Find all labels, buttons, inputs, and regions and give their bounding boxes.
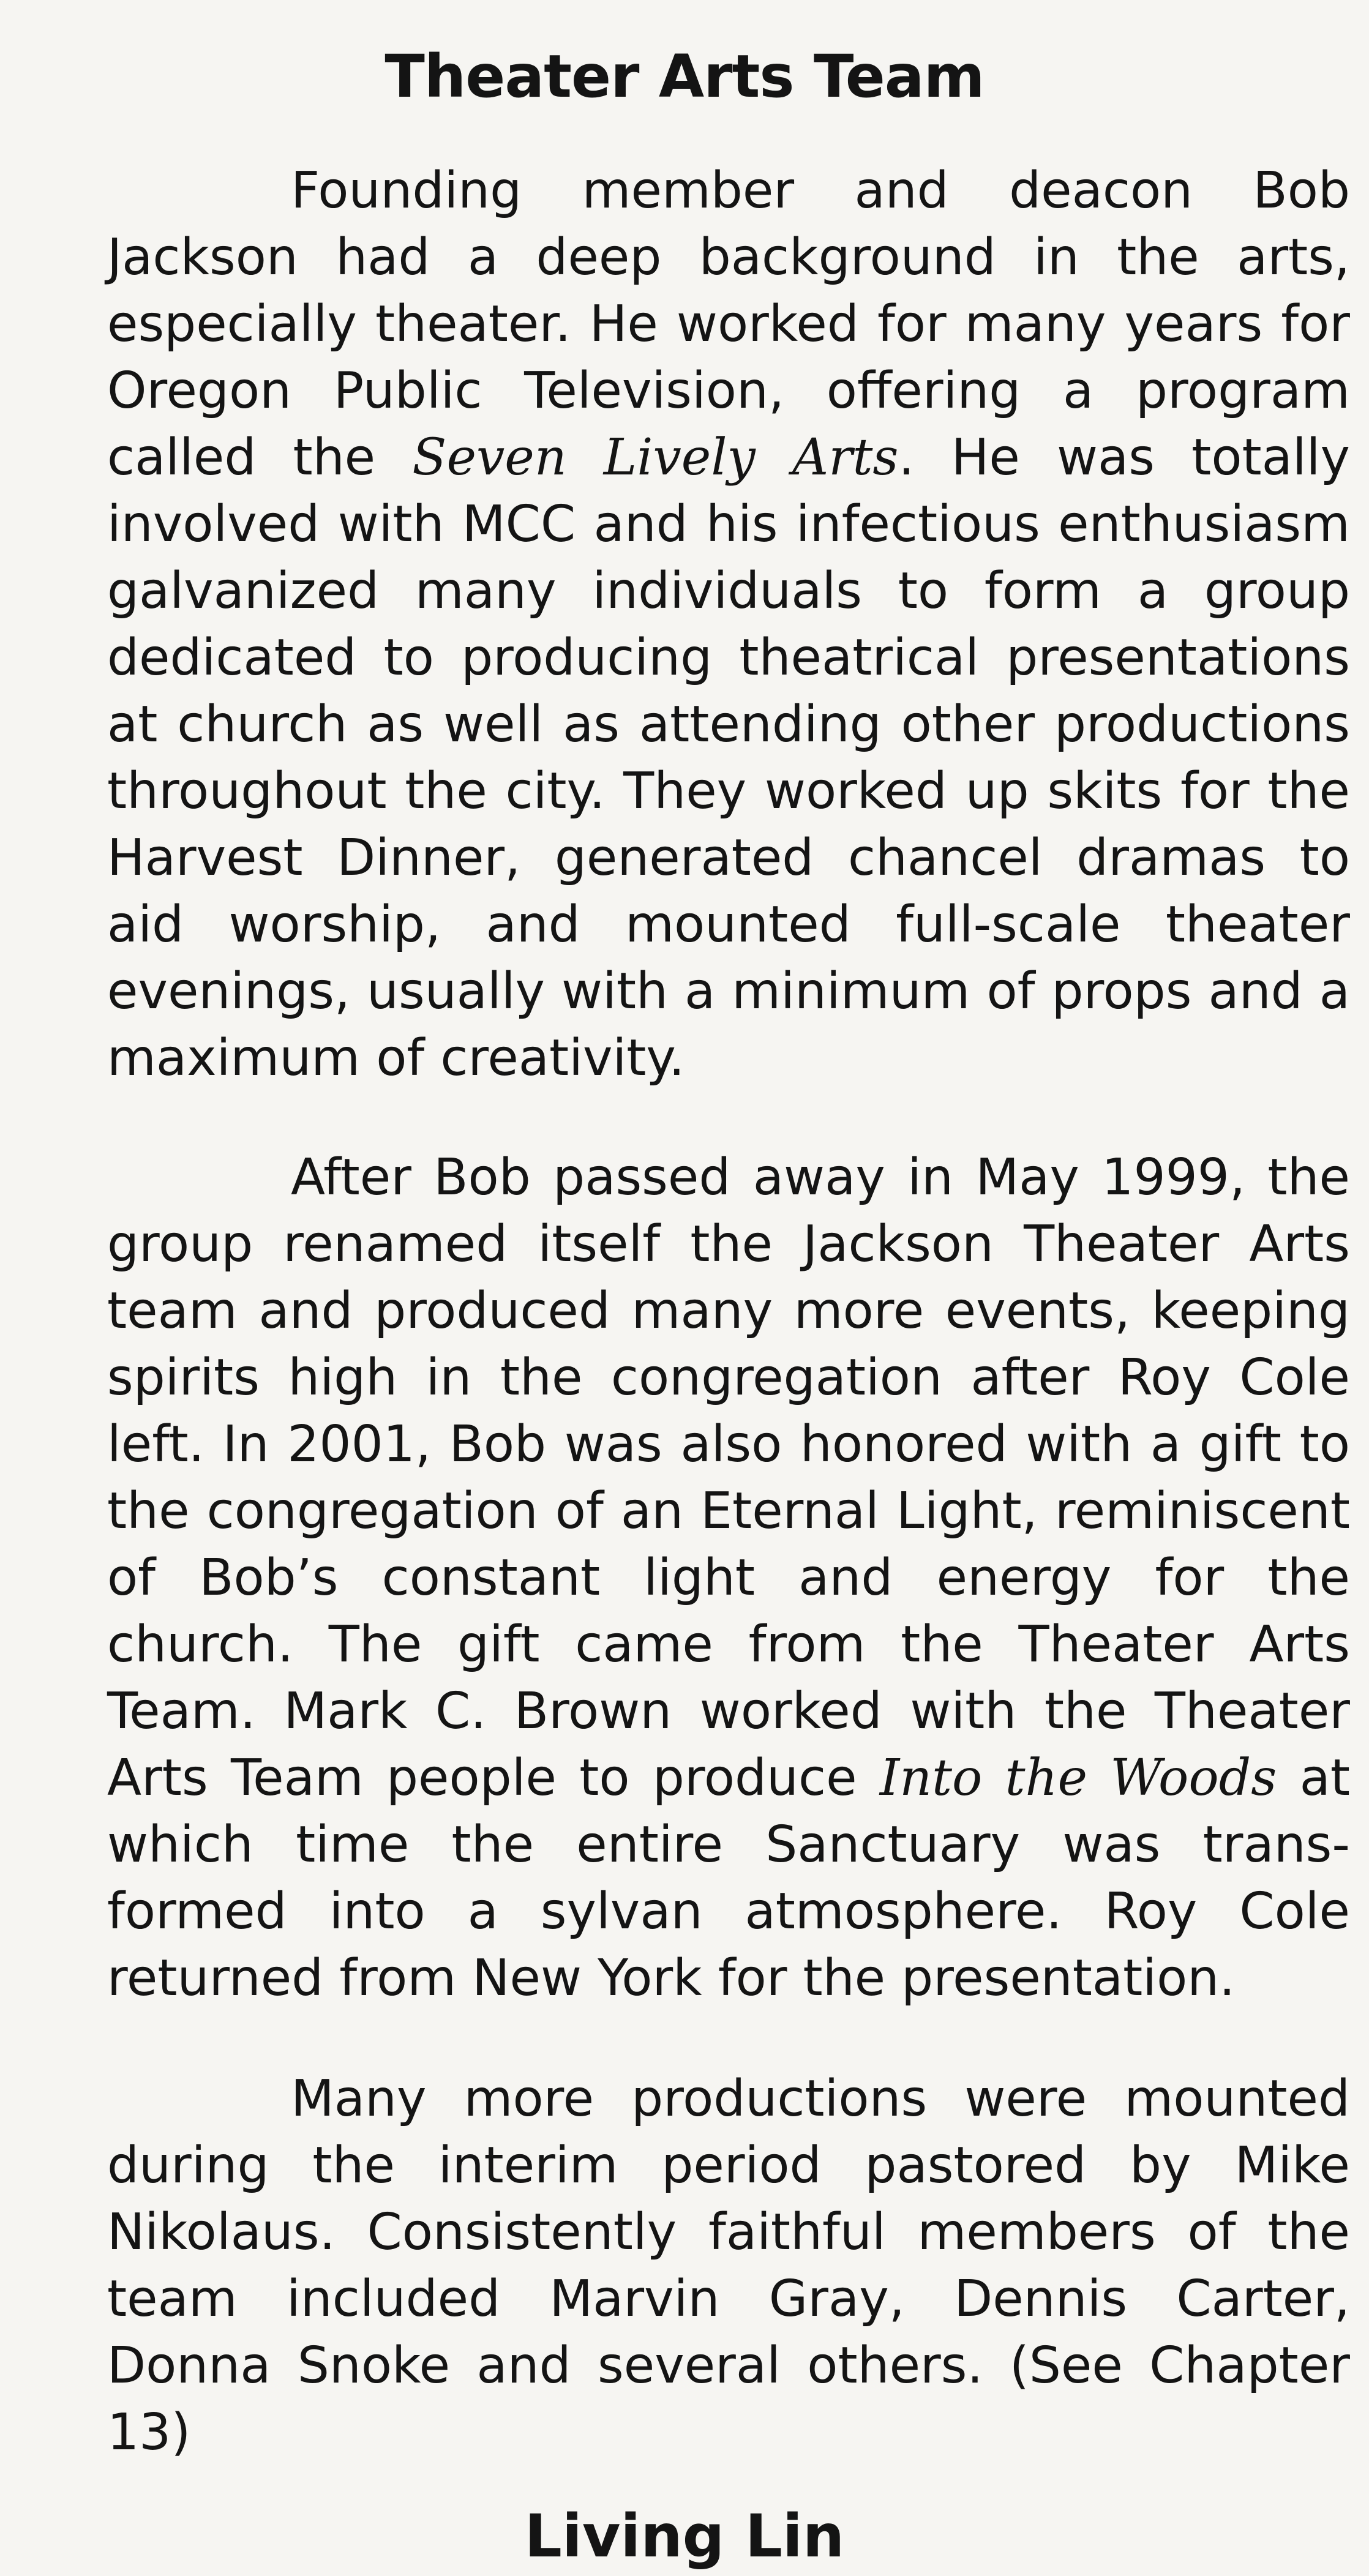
next-section-heading-cut-off: Living Lin [524, 2502, 845, 2570]
paragraph-founding [107, 157, 1350, 1091]
paragraph-2-text-start: After Bob passed away in May 1999, the group renamed itself the Jackson Theater Arts team and produced many more events, keeping spirits high in the congregation after Roy Cole left. In 2001, Bob was also honored with a gift to the congregation of an Eternal Light, reminiscent of Bob’s constant light and energy for the church. The gift came from the Theater Arts Team. Mark C. Brown worked with the Theater Arts Team people to produce [107, 1148, 1350, 1807]
paragraph-after-bob [107, 1144, 1350, 2012]
production-title: Into the Woods [879, 1749, 1277, 1807]
paragraph-3-text: Many more productions were mounted during the interim period pastored by Mike Nikolaus. Consistently faithful members of the team included Marvin Gray, Dennis Carter, Donna Snoke and several others. (See Chapter 13) [107, 2070, 1350, 2462]
paragraph-2-text-end: at which time the entire Sanctuary was transformed into a sylvan atmosphere. Roy Cole returned from New York for the presentation. [107, 1749, 1350, 2007]
paragraph-more-productions [107, 2065, 1350, 2466]
section-heading: Theater Arts Team [384, 42, 985, 111]
paragraph-1-text-start: Founding member and deacon Bob Jackson had a deep background in the arts, especially theater. He worked for many years for Oregon Public Television, offering a program called the [107, 162, 1350, 487]
paragraph-1-text-end: . He was totally involved with MCC and his infectious enthusiasm galvanized many individuals to form a group dedicated to producing theatrical presentations at church as well as attending other productions throughout the city. They worked up skits for the Harvest Dinner, generated chancel dramas to aid worship, and mounted full-scale theater evenings, usually with a minimum of props and a maximum of creativity. [107, 429, 1350, 1087]
program-title: Seven Lively Arts [412, 429, 899, 487]
